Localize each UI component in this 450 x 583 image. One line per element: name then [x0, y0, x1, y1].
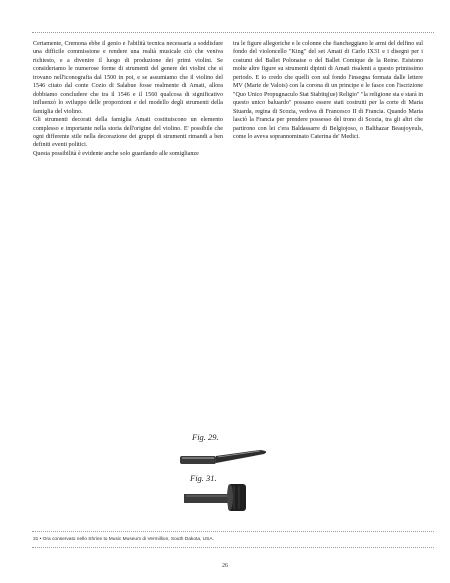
left-paragraph-3: Questa possibilità è evidente anche solo guardando alle somiglianze: [33, 150, 199, 157]
left-text-column: [33, 40, 223, 158]
gouge-illustration: [184, 484, 246, 511]
figure-label-29: Fig. 29.: [192, 432, 219, 442]
page-number: 26: [222, 563, 228, 569]
engraving-figure: [168, 432, 278, 522]
knife-illustration: [180, 450, 266, 464]
right-text-column: [233, 40, 423, 141]
right-paragraph-1: tra le figure allegoriche e le colonne che fiancheggiano le armi del delfino sul fondo del violoncello "King" del set Amati di Carlo IX31 e i disegni per i costumi del Ballet Polonaise o del Ballet Comique de la Reine. Esistono molte altre figure su strumenti dipinti di Amati risalenti a questo primissimo periodo. E io credo che quelli con sul fondo l'insegna formata dalle lettere MV (Marie de Valois) con la corona di un principe e le fasce con l'iscrizione "Quo Unico Propugnaculo Stat Stabitq(ue) Religio" "la religione sta e starà in questo unico baluardo" possano essere stati costruiti per la corte di Maria Stuarda, regina di Scozia, vedova di Francesco II di Francia. Quando Maria lasciò la Francia per prendere possesso del trono di Scozia, tra gli altri che partirono con lei c'era Baldassarre di Belgiojoso, o Balthazar Beaujoyeuls, come lo aveva soprannominato Caterina de' Medici.: [233, 41, 423, 140]
bottom-dotted-rule: [32, 547, 434, 548]
footnote-dotted-rule: [32, 531, 434, 532]
tool-illustrations: [168, 432, 278, 522]
left-paragraph-1: Certamente, Cremona ebbe il genio e l'abilità tecnica necessaria a soddisfare una difficile commissione e rendere una realtà musicale ciò che veniva richiesto, e a divenire il luogo di produzione dei primi violini. Se consideriamo le numerose forme di strumenti del genere dei violini che si trovano nell'iconografia dal 1500 in poi, e se assumiamo che il violino del 1546 citato dal conte Cozio di Salabue fosse realmente di Amati, allora dobbiamo concludere che tra il 1546 e il 1560 qualcosa di significativo influenzò lo sviluppo delle proporzioni e del modello degli strumenti della famiglia del violino.: [33, 41, 223, 115]
left-paragraph-2: Gli strumenti decorati della famiglia Amati costituiscono un elemento complesso e importante nella storia dell'origine del violino. E' possibile che ogni differente stile nella decorazione dei gruppi di strumenti rimandi a ben definiti eventi politici.: [33, 117, 223, 149]
figure-label-31: Fig. 31.: [190, 473, 217, 483]
top-dotted-rule: [32, 32, 434, 33]
footnote: 31 • Ora conservato nello Shrine to Music Museum di Vermillion, South Dakota, USA.: [33, 537, 214, 542]
